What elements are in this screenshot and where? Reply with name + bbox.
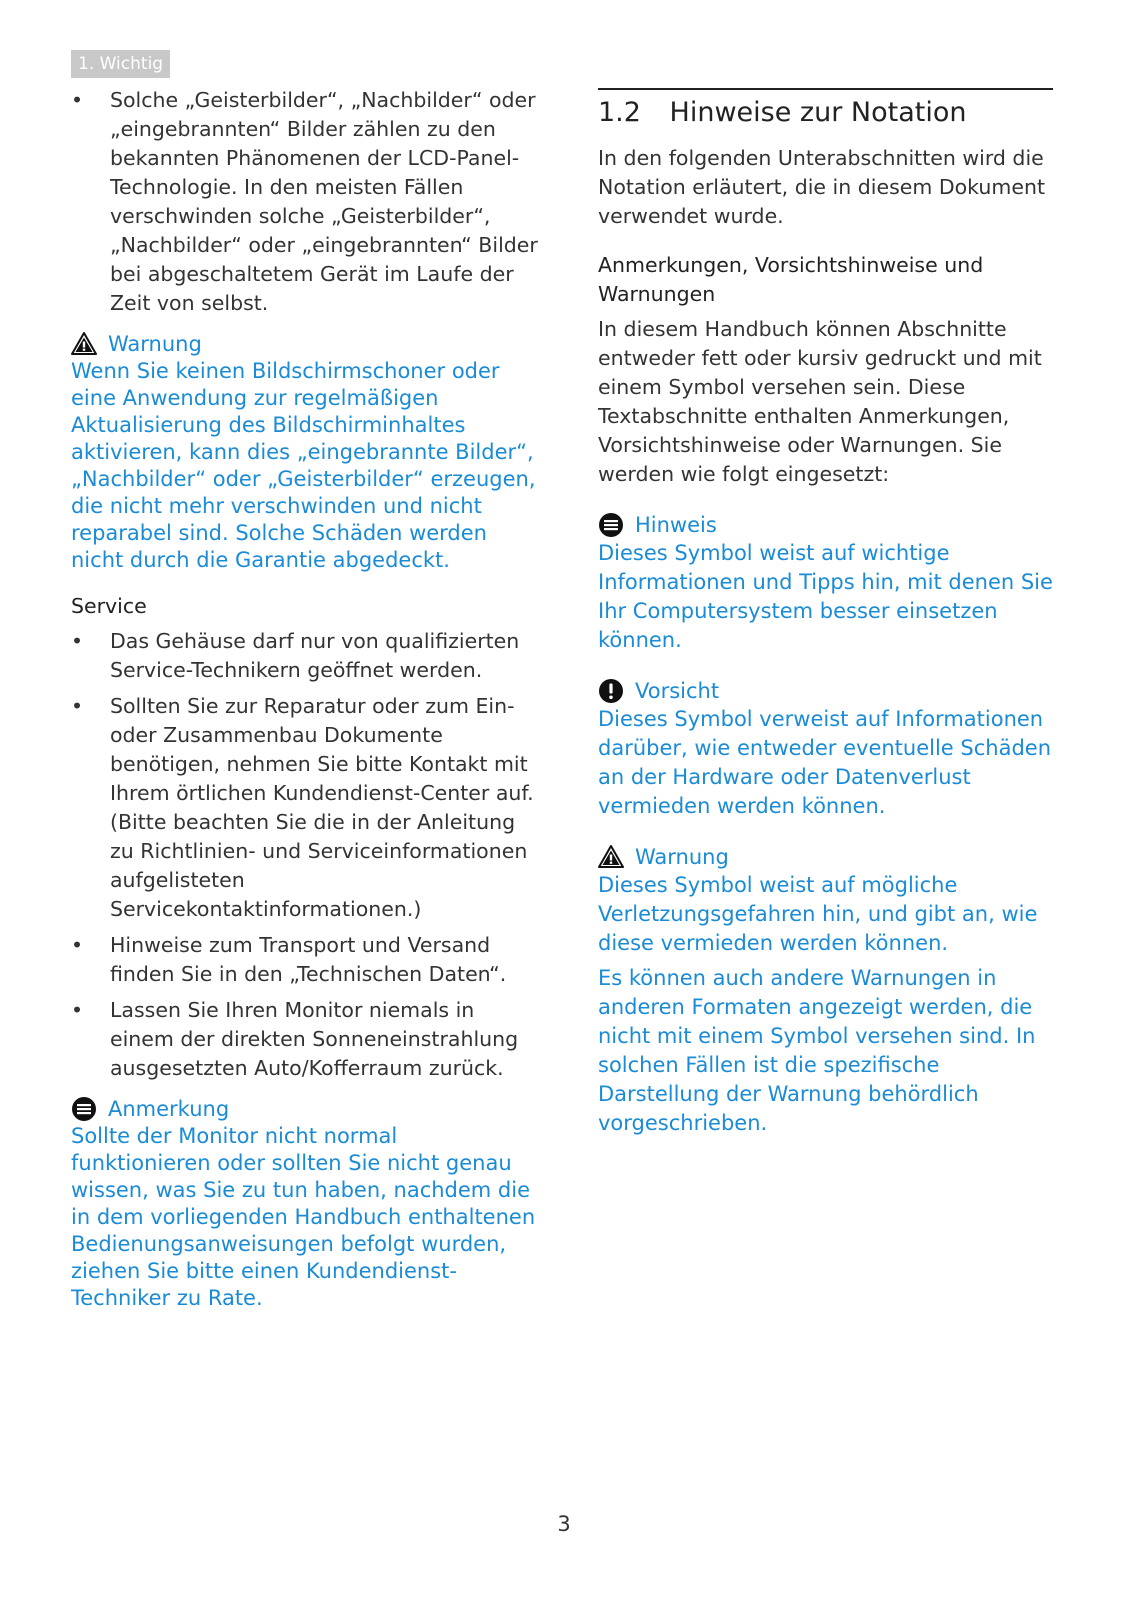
notation-subtext: In diesem Handbuch können Abschnitte entweder fett oder kursiv gedruckt und mit einem Symbol versehen sein. Diese Textabschnitte enthalten Anmerkungen, Vorsichtshinweise oder Warnungen. Sie werden wie folgt eingesetzt: (598, 317, 1042, 486)
section-number: 1.2 (598, 97, 641, 128)
notation-subheading: Anmerkungen, Vorsichtshinweise und Warnungen (598, 253, 984, 306)
hinweis-title: Hinweis (635, 513, 717, 537)
warning-triangle-icon (598, 844, 624, 870)
warnung-title: Warnung (635, 845, 729, 869)
warnung-extra-text: Es können auch andere Warnungen in anderen Formaten angezeigt werden, die nicht mit einem Symbol versehen sind. In solchen Fällen ist die spezifische Darstellung der Warnung behördlich vorgeschrieben. (598, 966, 1036, 1135)
list-item-text: Das Gehäuse darf nur von qualifizierten Service-Technikern geöffnet werden. (110, 629, 520, 682)
service-heading: Service (71, 594, 147, 618)
hinweis-text: Dieses Symbol weist auf wichtige Informationen und Tipps hin, mit denen Sie Ihr Computersystem besser einsetzen können. (598, 541, 1053, 652)
warning-heading (71, 330, 541, 358)
intro-bullet-list (71, 86, 541, 318)
list-item-text: Hinweise zum Transport und Versand finden Sie in den „Technischen Daten“. (110, 933, 507, 986)
list-item-text: Sollten Sie zur Reparatur oder zum Ein- oder Zusammenbau Dokumente benötigen, nehmen Sie bitte Kontakt mit Ihrem örtlichen Kundendienst-Center auf. (Bitte beachten Sie die in der Anleitung zu Richtlinien- und Serviceinformationen aufgelisteten Servicekontaktinformationen.) (110, 694, 534, 921)
note-text: Sollte der Monitor nicht normal funktionieren oder sollten Sie nicht genau wissen, was Sie zu tun haben, nachdem die in dem vorliegenden Handbuch enthaltenen Bedienungsanweisungen befolgt wurden, ziehen Sie bitte einen Kundendienst-Techniker zu Rate. (71, 1124, 536, 1310)
list-item-text: Lassen Sie Ihren Monitor niemals in einem der direkten Sonneneinstrahlung ausgesetzten Auto/Kofferraum zurück. (110, 998, 519, 1080)
warnung-heading (598, 843, 1053, 871)
page-number: 3 (557, 1512, 571, 1536)
list-item (71, 627, 541, 685)
vorsicht-heading (598, 677, 1053, 705)
section-title (598, 94, 1053, 132)
warning-text: Wenn Sie keinen Bildschirmschoner oder eine Anwendung zur regelmäßigen Aktualisierung des Bildschirminhaltes aktivieren, kann dies „eingebrannte Bilder“, „Nachbilder“ oder „Geisterbilder“ erzeugen, die nicht mehr verschwinden und nicht reparabel sind. Solche Schäden werden nicht durch die Garantie abgedeckt. (71, 359, 536, 572)
bullet-dot: • (71, 694, 84, 718)
right-column (598, 86, 1053, 1138)
bullet-dot: • (71, 88, 84, 112)
hinweis-heading (598, 511, 1053, 539)
warnung-text: Dieses Symbol weist auf mögliche Verletzungsgefahren hin, und gibt an, wie diese vermieden werden können. (598, 873, 1038, 955)
list-item (71, 692, 541, 924)
bullet-dot: • (71, 629, 84, 653)
section-intro: In den folgenden Unterabschnitten wird die Notation erläutert, die in diesem Dokument verwendet wurde. (598, 146, 1046, 228)
list-item (71, 931, 541, 989)
warning-title: Warnung (108, 332, 202, 356)
list-item (71, 86, 541, 318)
note-icon (71, 1096, 97, 1122)
list-item (71, 996, 541, 1083)
section-title-text: Hinweise zur Notation (669, 97, 967, 128)
section-divider (598, 88, 1053, 90)
note-heading (71, 1095, 541, 1123)
note-title: Anmerkung (108, 1097, 230, 1121)
caution-icon (598, 678, 624, 704)
bullet-dot: • (71, 933, 84, 957)
left-column (71, 86, 541, 1312)
list-item-text: Solche „Geisterbilder“, „Nachbilder“ oder „eingebrannten“ Bilder zählen zu den bekannten Phänomenen der LCD-Panel-Technologie. In den meisten Fällen verschwinden solche „Geisterbilder“, „Nachbilder“ oder „eingebrannten“ Bilder bei abgeschaltetem Gerät im Laufe der Zeit von selbst. (110, 88, 538, 315)
service-bullet-list (71, 627, 541, 1083)
note-icon (598, 512, 624, 538)
vorsicht-text: Dieses Symbol verweist auf Informationen darüber, wie entweder eventuelle Schäden an der Hardware oder Datenverlust vermieden werden können. (598, 707, 1052, 818)
chapter-tab: 1. Wichtig (71, 50, 170, 78)
bullet-dot: • (71, 998, 84, 1022)
vorsicht-title: Vorsicht (635, 679, 720, 703)
warning-triangle-icon (71, 331, 97, 357)
